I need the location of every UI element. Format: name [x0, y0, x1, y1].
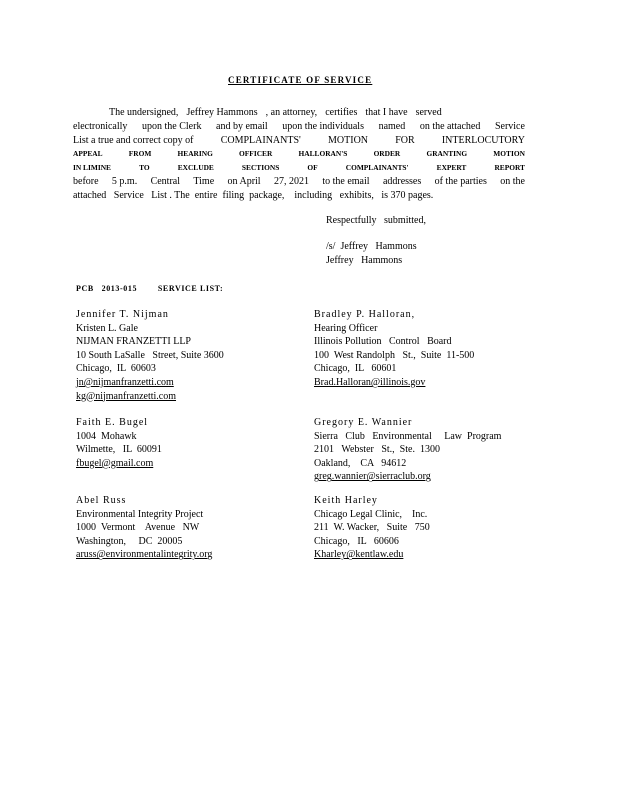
paragraph-word: FROM [128, 149, 152, 159]
paragraph-line [73, 120, 525, 134]
paragraph-word: APPEAL [73, 149, 103, 159]
paragraph-word: and by email [216, 120, 268, 132]
paragraph-word: List a true and correct copy of [73, 134, 194, 146]
paragraph-word: COMPLAINANTS' [220, 134, 301, 146]
paragraph-word: SECTIONS [241, 163, 280, 173]
paragraph-word: COMPLAINANTS' [345, 163, 409, 173]
paragraph-word: upon the individuals [282, 120, 364, 132]
paragraph-word: HEARING [177, 149, 213, 159]
contact-address-line: 1004 Mohawk [76, 430, 137, 442]
paragraph-word: MOTION [328, 134, 369, 146]
contact-address-line: Chicago, IL 60603 [76, 363, 156, 375]
paragraph-word: served [415, 107, 442, 118]
contact-address-line: Chicago Legal Clinic, Inc. [314, 508, 428, 520]
paragraph-word: 27, 2021 [273, 175, 309, 187]
contact-email-link[interactable]: Brad.Halloran@illinois.gov [314, 376, 426, 388]
paragraph-word: on the attached [419, 120, 481, 132]
paragraph-word: upon the Clerk [142, 120, 202, 132]
paragraph-word: Time [193, 175, 215, 187]
certificate-paragraph [73, 106, 525, 203]
paragraph-line: attached Service List . The entire filing package, including exhibits, is 370 pages. [73, 189, 434, 201]
paragraph-word: of the parties [434, 175, 487, 187]
contact-name: Faith E. Bugel [76, 417, 149, 428]
contact-email-link[interactable]: greg.wannier@sierraclub.org [314, 471, 431, 483]
paragraph-word: EXCLUDE [177, 163, 214, 173]
paragraph-word: certifies [325, 107, 358, 118]
paragraph-line [73, 106, 525, 120]
paragraph-word: 5 p.m. [111, 175, 138, 187]
paragraph-word: electronically [73, 120, 128, 132]
paragraph-word: named [378, 120, 406, 132]
contact-address-line: 10 South LaSalle Street, Suite 3600 [76, 349, 224, 361]
paragraph-word: , an attorney, [265, 107, 318, 118]
contact-block [76, 416, 162, 470]
paragraph-word: MOTION [493, 149, 525, 159]
contact-address-line: Environmental Integrity Project [76, 508, 204, 520]
paragraph-word: REPORT [494, 163, 525, 173]
contact-email-link[interactable]: jn@nijmanfranzetti.com [76, 376, 174, 388]
paragraph-line [73, 147, 525, 161]
paragraph-word: on the [500, 175, 525, 187]
paragraph-word: ORDER [373, 149, 401, 159]
paragraph-word: Central [150, 175, 181, 187]
paragraph-word: to the email [322, 175, 370, 187]
paragraph-word: Jeffrey Hammons [186, 107, 258, 118]
paragraph-line [73, 175, 525, 189]
contact-address-line: 211 W. Wacker, Suite 750 [314, 522, 430, 534]
contact-block [76, 494, 212, 562]
contact-block [314, 494, 430, 562]
signature-line: /s/ Jeffrey Hammons [326, 241, 417, 252]
paragraph-word: OF [307, 163, 318, 173]
paragraph-word: EXPERT [436, 163, 467, 173]
contact-email-link[interactable]: fbugel@gmail.com [76, 457, 154, 469]
paragraph-word: on April [227, 175, 261, 187]
contact-email-link[interactable]: Kharley@kentlaw.edu [314, 549, 404, 561]
document-title: CERTIFICATE OF SERVICE [228, 75, 373, 85]
contact-name: Jennifer T. Nijman [76, 309, 169, 320]
contact-email-link[interactable]: kg@nijmanfranzetti.com [76, 390, 177, 402]
paragraph-word: FOR [395, 134, 415, 146]
paragraph-line [73, 134, 525, 148]
contact-address-line: 100 West Randolph St., Suite 11-500 [314, 349, 475, 361]
contact-block [76, 308, 224, 403]
paragraph-word: before [73, 175, 99, 187]
paragraph-word: IN LIMINE [73, 163, 111, 173]
contact-address-line: Wilmette, IL 60091 [76, 444, 162, 456]
contact-address-line: Chicago, IL 60601 [314, 363, 397, 375]
contact-name: Keith Harley [314, 495, 378, 506]
paragraph-line [73, 161, 525, 175]
paragraph-word: TO [139, 163, 150, 173]
contact-address-line: Hearing Officer [314, 322, 378, 334]
contact-address-line: Sierra Club Environmental Law Program [314, 430, 502, 442]
contact-name: Bradley P. Halloran, [314, 309, 416, 320]
contact-name: Gregory E. Wannier [314, 417, 413, 428]
paragraph-word: GRANTING [426, 149, 468, 159]
paragraph-word: The undersigned, [109, 107, 179, 118]
service-list-heading: PCB 2013-015 SERVICE LIST: [76, 284, 224, 293]
contact-address-line: Oakland, CA 94612 [314, 457, 407, 469]
contact-email-link[interactable]: aruss@environmentalintegrity.org [76, 549, 213, 561]
signature-block [326, 214, 426, 268]
paragraph-word: that I have [365, 107, 408, 118]
contact-address-line: Illinois Pollution Control Board [314, 336, 452, 348]
contact-address-line: Kristen L. Gale [76, 322, 138, 334]
paragraph-word: INTERLOCUTORY [441, 134, 525, 146]
contact-address-line: NIJMAN FRANZETTI LLP [76, 336, 191, 348]
signature-name: Jeffrey Hammons [326, 255, 403, 266]
signature-closing: Respectfully submitted, [326, 215, 426, 226]
contact-block [314, 416, 501, 484]
contact-name: Abel Russ [76, 495, 127, 506]
contact-address-line: Washington, DC 20005 [76, 535, 183, 547]
contact-address-line: Chicago, IL 60606 [314, 535, 399, 547]
contact-address-line: 2101 Webster St., Ste. 1300 [314, 444, 440, 456]
paragraph-word: OFFICER [239, 149, 273, 159]
contact-block [314, 308, 474, 390]
contact-address-line: 1000 Vermont Avenue NW [76, 522, 200, 534]
paragraph-word: Service [494, 120, 525, 132]
paragraph-word: addresses [382, 175, 422, 187]
paragraph-word: HALLORAN'S [298, 149, 348, 159]
